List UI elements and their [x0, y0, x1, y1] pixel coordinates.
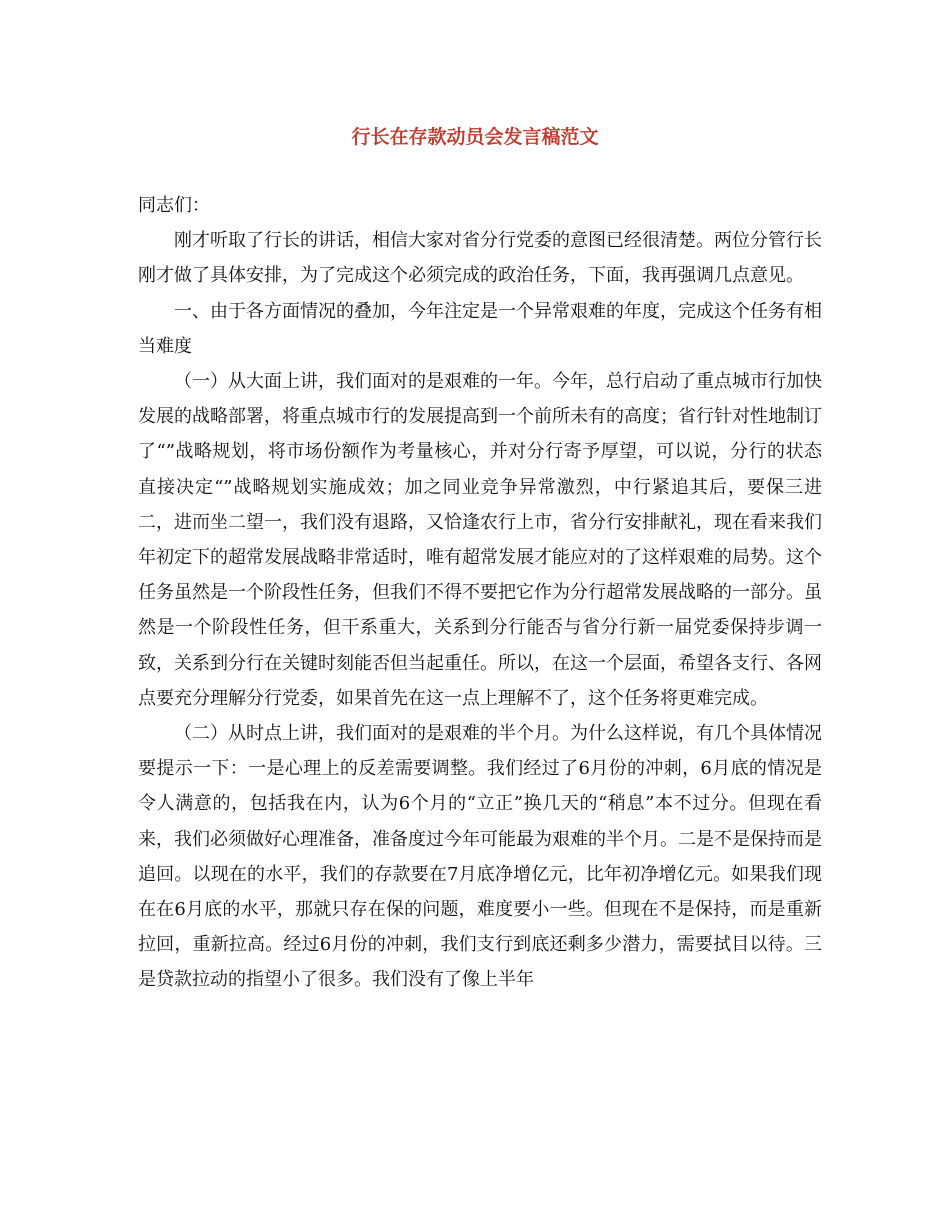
paragraph-section-1-2: （二）从时点上讲，我们面对的是艰难的半个月。为什么这样说，有几个具体情况要提示一下：一是心理上的反差需要调整。我们经过了6月份的冲刺，6月底的情况是令人满意的，包括我在内，认为6个月的“立正”换几天的“稍息”本不过分。但现在看来，我们必须做好心理准备，准备度过今年可能最为艰难的半个月。二是不是保持而是追回。以现在的水平，我们的存款要在7月底净增亿元，比年初净增亿元。如果我们现在在6月底的水平，那就只存在保的问题，难度要小一些。但现在不是保持，而是重新拉回，重新拉高。经过6月份的冲刺，我们支行到底还剩多少潜力，需要拭目以待。三是贷款拉动的指望小了很多。我们没有了像上半年 [138, 723, 822, 991]
document-body [138, 188, 822, 998]
paragraph-section-1-1: （一）从大面上讲，我们面对的是艰难的一年。今年，总行启动了重点城市行加快发展的战略部署，将重点城市行的发展提高到一个前所未有的高度；省行针对性地制订了“”战略规划，将市场份额作为考量核心，并对分行寄予厚望，可以说，分行的状态直接决定“”战略规划实施成效；加之同业竞争异常激烈，中行紧追其后，要保三进二，进而坐二望一，我们没有退路，又恰逢农行上市，省分行安排献礼，现在看来我们年初定下的超常发展战略非常适时，唯有超常发展才能应对的了这样艰难的局势。这个任务虽然是一个阶段性任务，但我们不得不要把它作为分行超常发展战略的一部分。虽然是一个阶段性任务，但干系重大，关系到分行能否与省分行新一届党委保持步调一致，关系到分行在关键时刻能否但当起重任。所以，在这一个层面，希望各支行、各网点要充分理解分行党委，如果首先在这一点上理解不了，这个任务将更难完成。 [138, 371, 822, 709]
salutation: 同志们： [138, 195, 210, 216]
paragraph-intro: 刚才听取了行长的讲话，相信大家对省分行党委的意图已经很清楚。两位分管行长刚才做了具体安排，为了完成这个必须完成的政治任务，下面，我再强调几点意见。 [138, 230, 822, 287]
section-heading-1: 一、由于各方面情况的叠加，今年注定是一个异常艰难的年度，完成这个任务有相当难度 [138, 300, 822, 357]
document-title: 行长在存款动员会发言稿范文 [351, 126, 599, 148]
